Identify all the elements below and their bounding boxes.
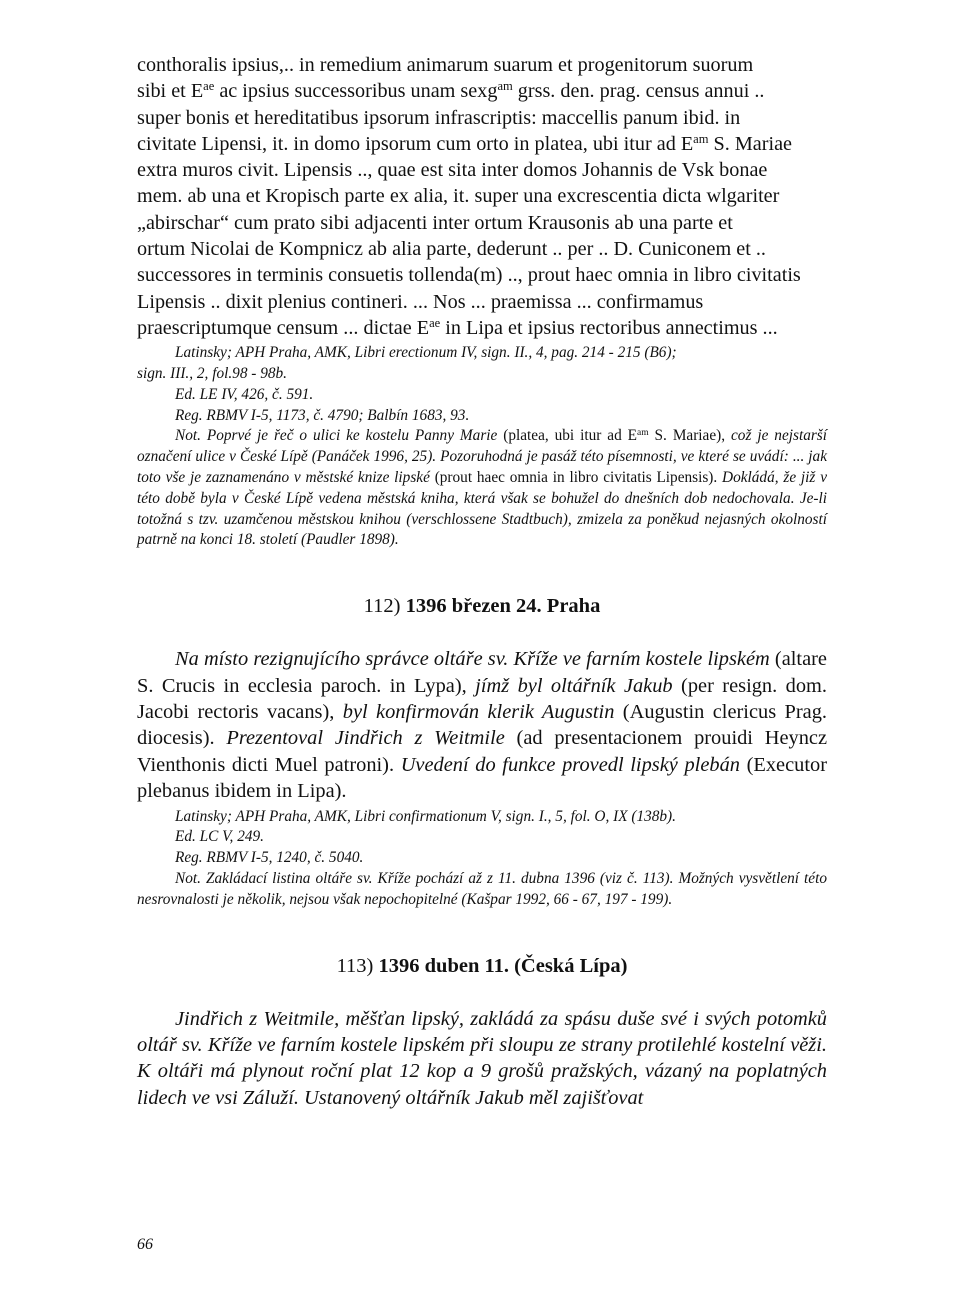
latin-line: ortum Nicolai de Kompnicz ab alia parte, dederunt .. per .. D. Cuniconem et .. — [137, 238, 766, 261]
commentary-note: Not. Zakládací listina oltáře sv. Kříže pochází až z 11. dubna 1396 (viz č. 113). Možných vysvětlení této nesrovnalosti je několik, nejsou však nepochopitelné (Kašpar 1992, 66 - 67, 197 - 199). — [137, 870, 827, 908]
edition-note: Ed. LE IV, 426, č. 591. — [175, 385, 314, 403]
latin-excerpt — [137, 52, 827, 341]
regest-note: Reg. RBMV I-5, 1173, č. 4790; Balbín 1683, 93. — [175, 406, 470, 424]
page-body — [137, 52, 827, 1111]
source-note-cont: sign. III., 2, fol.98 - 98b. — [137, 365, 287, 383]
source-note: Latinsky; APH Praha, AMK, Libri erectionum IV, sign. II., 4, pag. 214 - 215 (B6); — [175, 344, 677, 362]
apparatus-111 — [137, 343, 827, 551]
latin-line: Lipensis .. dixit plenius contineri. ... Nos ... praemissa ... confirmamus — [137, 290, 704, 313]
page-number: 66 — [137, 1236, 153, 1253]
latin-line: mem. ab una et Kropisch parte ex alia, it. super una excrescentia dicta wlgariter — [137, 185, 780, 208]
apparatus-112 — [137, 807, 827, 911]
latin-line: successores in terminis consuetis tollenda(m) .., prout haec omnia in libro civitatis — [137, 264, 801, 287]
edition-note: Ed. LC V, 249. — [175, 828, 264, 846]
latin-line: civitate Lipensi, it. in domo ipsorum cum orto in platea, ubi itur ad $E^{am}$ S. Mariae — [137, 132, 792, 155]
document-heading-112: 112) 1396 březen 24. Praha — [363, 595, 601, 618]
latin-line: sibi et $E^{ae}$ ac ipsius successoribus unam sexg$^{am}$ grss. den. prag. census annui .. — [137, 79, 765, 103]
document-heading-113: 113) 1396 duben 11. (Česká Lípa) — [336, 954, 628, 977]
latin-line: extra muros civit. Lipensis .., quae est sita inter domos Johannis de Vsk bonae — [137, 159, 768, 182]
regest-note: Reg. RBMV I-5, 1240, č. 5040. — [175, 849, 364, 867]
latin-line: conthoralis ipsius,.. in remedium animarum suarum et progenitorum suorum — [137, 54, 754, 76]
latin-line: praescriptumque censum ... dictae $E^{ae}$ in Lipa et ipsius rectoribus annectimus ... — [137, 316, 778, 339]
regest-113: Jindřich z Weitmile, měšťan lipský, zakládá za spásu duše své i svých potomků oltář sv. Kříže ve farním kostele lipském při sloupu ze strany protilehlé kostelní věži. K oltáři má plynout roční plat 12 kop a 9 grošů pražských, vázaný na poplatných lidech ve vsi Záluží. Ustanovený oltářník Jakub měl zajišťovat — [137, 1007, 827, 1109]
latin-line: „abirschar“ cum prato sibi adjacenti inter ortum Krausonis ab una parte et — [137, 211, 733, 234]
latin-line: super bonis et hereditatibus ipsorum infrascriptis: maccellis panum ibid. in — [137, 106, 741, 129]
commentary-note: Not. Poprvé je řeč o ulici ke kostelu Panny Marie (platea, ubi itur ad $E^{am}$ S. Mariae), což je nejstarší označení ulice v České Lípě (Panáček 1996, 25). Pozoruhodná je pasáž této písemnosti, ve které se uvádí: ... jak toto vše je zaznamenáno v městské knize lipské (prout haec omnia in libro civitatis Lipensis). Dokládá, že již v této době byla v České Lípě vedena městská kniha, která však se bohužel do dnešních dob nedochovala. Je-li totožná s tzv. uzamčenou městskou knihou (verschlossene Stadtbuch), zmizela za poněkud nejasných okolností patrně na konci 18. století (Paudler 1898). — [137, 427, 828, 549]
regest-112: Na místo rezignujícího správce oltáře sv. Kříže ve farním kostele lipském (altare S. Crucis in ecclesia paroch. in Lypa), jímž byl oltářník Jakub (per resign. dom. Jacobi rectoris vacans), byl konfirmován klerik Augustin (Augustin clericus Prag. diocesis). Prezentoval Jindřich z Weitmile (ad presentacionem prouidi Heyncz Vienthonis dicti Muel patroni). Uvedení do funkce provedl lipský plebán (Executor plebanus ibidem in Lipa). — [137, 648, 827, 803]
source-note: Latinsky; APH Praha, AMK, Libri confirmationum V, sign. I., 5, fol. O, IX (138b). — [175, 807, 676, 825]
